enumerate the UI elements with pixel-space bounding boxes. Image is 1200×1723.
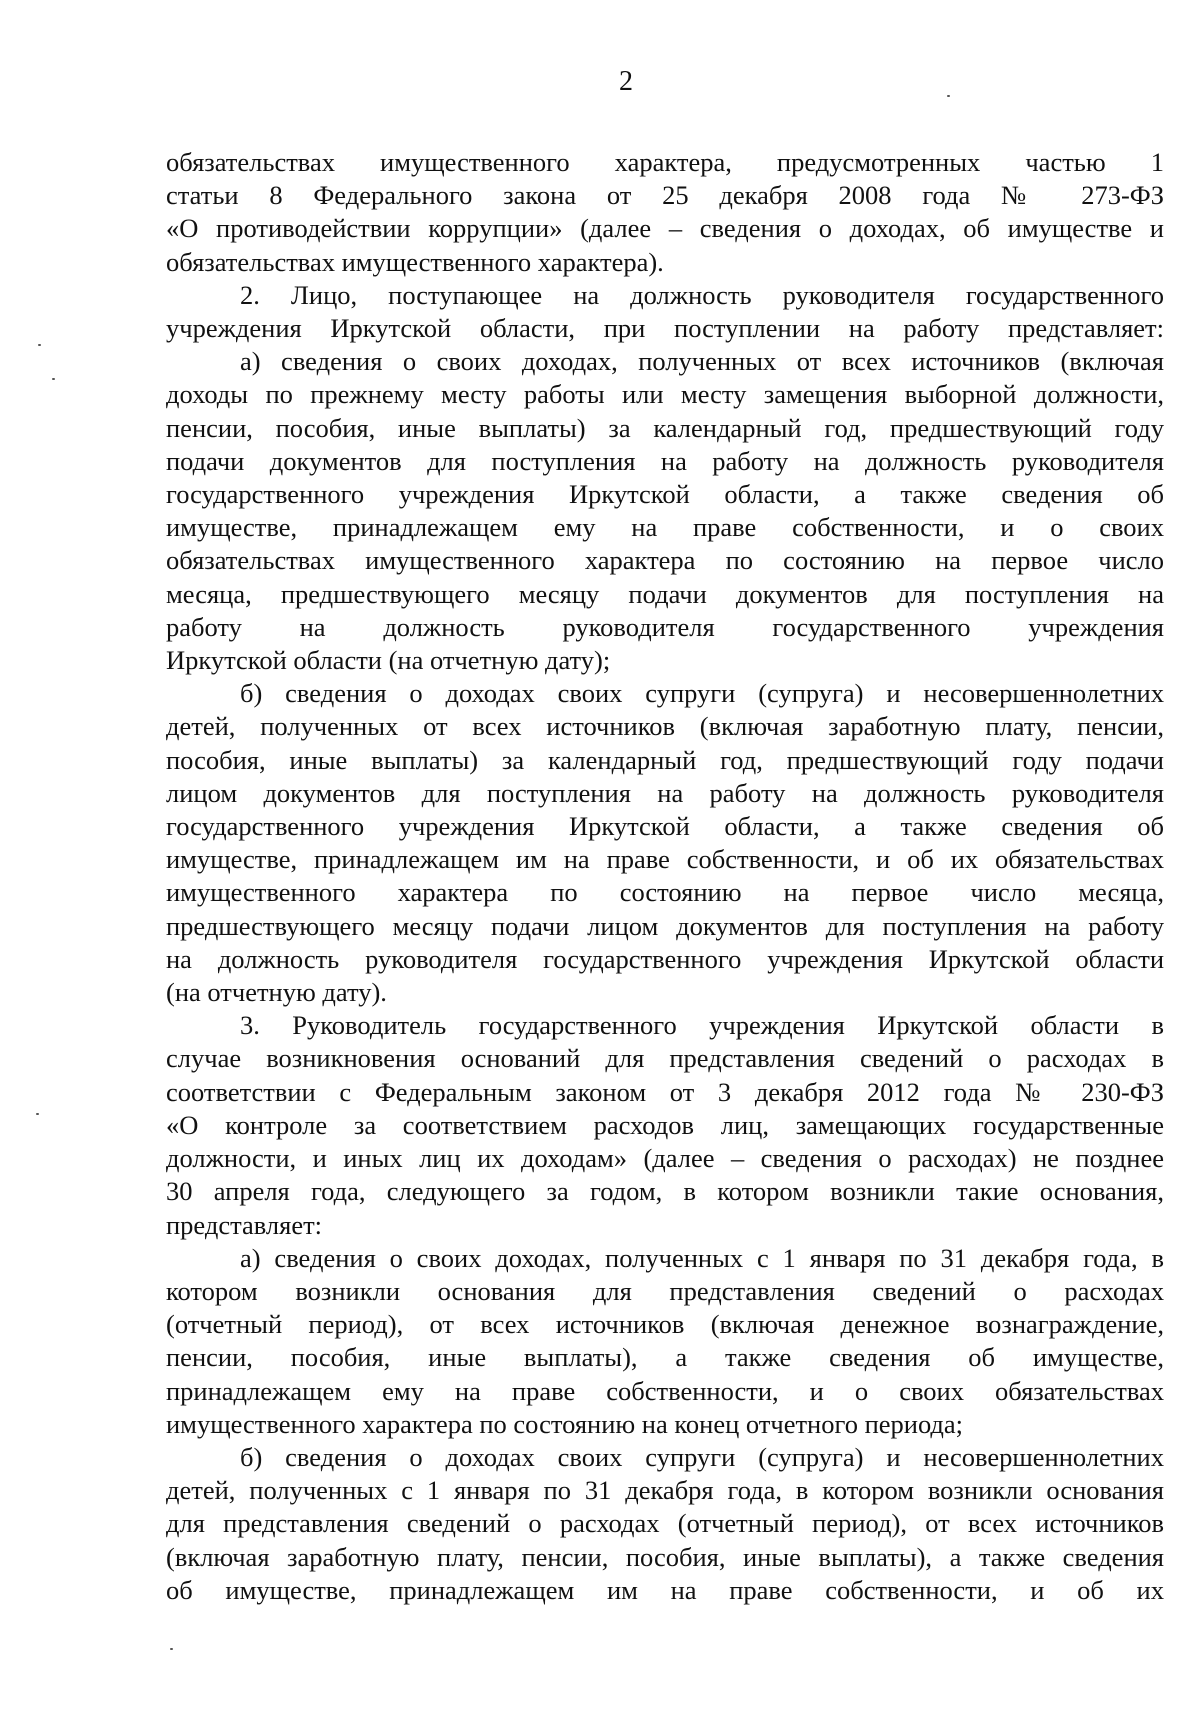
text-line: должности, и иных лиц их доходам» (далее – сведения о расходах) не позднее xyxy=(166,1143,1164,1174)
text-line: представляет: xyxy=(166,1209,323,1240)
text-line: случае возникновения оснований для представления сведений о расходах в xyxy=(166,1043,1164,1074)
text-line: статьи 8 Федерального закона от 25 декабря 2008 года № 273-ФЗ xyxy=(166,180,1164,211)
scan-speck xyxy=(170,1648,173,1650)
text-line: об имуществе, принадлежащем им на праве собственности, и об их xyxy=(166,1574,1164,1605)
text-line: доходы по прежнему месту работы или месту замещения выборной должности, xyxy=(166,379,1164,410)
text-line: для представления сведений о расходах (отчетный период), от всех источников xyxy=(166,1508,1164,1539)
text-line: а) сведения о своих доходах, полученных с 1 января по 31 декабря года, в xyxy=(240,1242,1164,1273)
text-line: имуществе, принадлежащем ему на праве собственности, и о своих xyxy=(166,512,1164,543)
scan-speck xyxy=(36,1113,39,1115)
text-line: имуществе, принадлежащем им на праве собственности, и об их обязательствах xyxy=(166,844,1164,875)
text-line: на должность руководителя государственного учреждения Иркутской области xyxy=(166,943,1164,974)
scan-speck xyxy=(52,378,55,380)
text-line: «О контроле за соответствием расходов лиц, замещающих государственные xyxy=(166,1109,1164,1140)
text-line: 2. Лицо, поступающее на должность руководителя государственного xyxy=(240,279,1164,310)
text-line: соответствии с Федеральным законом от 3 декабря 2012 года № 230-ФЗ xyxy=(166,1076,1164,1107)
text-line: принадлежащем ему на праве собственности, и о своих обязательствах xyxy=(166,1375,1164,1406)
text-line: детей, полученных от всех источников (включая заработную плату, пенсии, xyxy=(166,711,1164,742)
text-line: (включая заработную плату, пенсии, пособия, иные выплаты), а также сведения xyxy=(166,1541,1164,1572)
text-line: б) сведения о доходах своих супруги (супруга) и несовершеннолетних xyxy=(240,678,1164,709)
text-line: б) сведения о доходах своих супруги (супруга) и несовершеннолетних xyxy=(240,1441,1164,1472)
text-line: (отчетный период), от всех источников (включая денежное вознаграждение, xyxy=(166,1309,1164,1340)
scan-speck xyxy=(38,344,41,346)
text-line: подачи документов для поступления на работу на должность руководителя xyxy=(166,445,1164,476)
page-number: 2 xyxy=(619,66,633,97)
text-line: предшествующего месяцу подачи лицом документов для поступления на работу xyxy=(166,910,1164,941)
text-line: детей, полученных с 1 января по 31 декабря года, в котором возникли основания xyxy=(166,1475,1164,1506)
text-line: (на отчетную дату). xyxy=(166,977,387,1008)
text-line: государственного учреждения Иркутской области, а также сведения об xyxy=(166,479,1164,510)
text-line: имущественного характера по состоянию на первое число месяца, xyxy=(166,877,1164,908)
text-line: учреждения Иркутской области, при поступлении на работу представляет: xyxy=(166,313,1164,344)
text-line: пенсии, пособия, иные выплаты), а также сведения об имуществе, xyxy=(166,1342,1164,1373)
text-line: а) сведения о своих доходах, полученных от всех источников (включая xyxy=(240,346,1164,377)
text-line: работу на должность руководителя государственного учреждения xyxy=(166,611,1164,642)
text-line: котором возникли основания для представления сведений о расходах xyxy=(166,1275,1164,1306)
text-line: пенсии, пособия, иные выплаты) за календарный год, предшествующий году xyxy=(166,412,1164,443)
text-line: обязательствах имущественного характера, предусмотренных частью 1 xyxy=(166,147,1164,177)
text-line: Иркутской области (на отчетную дату); xyxy=(166,645,611,676)
document-body xyxy=(166,146,1164,1607)
text-line: 3. Руководитель государственного учреждения Иркутской области в xyxy=(240,1010,1164,1041)
text-line: государственного учреждения Иркутской области, а также сведения об xyxy=(166,811,1164,842)
text-line: «О противодействии коррупции» (далее – сведения о доходах, об имуществе и xyxy=(166,213,1164,244)
text-line: 30 апреля года, следующего за годом, в котором возникли такие основания, xyxy=(166,1176,1164,1207)
text-line: обязательствах имущественного характера). xyxy=(166,246,664,277)
text-line: лицом документов для поступления на работу на должность руководителя xyxy=(166,777,1164,808)
text-line: месяца, предшествующего месяцу подачи документов для поступления на xyxy=(166,578,1164,609)
scan-speck xyxy=(947,95,950,97)
text-line: имущественного характера по состоянию на конец отчетного периода; xyxy=(166,1408,964,1439)
text-line: пособия, иные выплаты) за календарный год, предшествующий году подачи xyxy=(166,744,1164,775)
text-line: обязательствах имущественного характера по состоянию на первое число xyxy=(166,545,1164,576)
